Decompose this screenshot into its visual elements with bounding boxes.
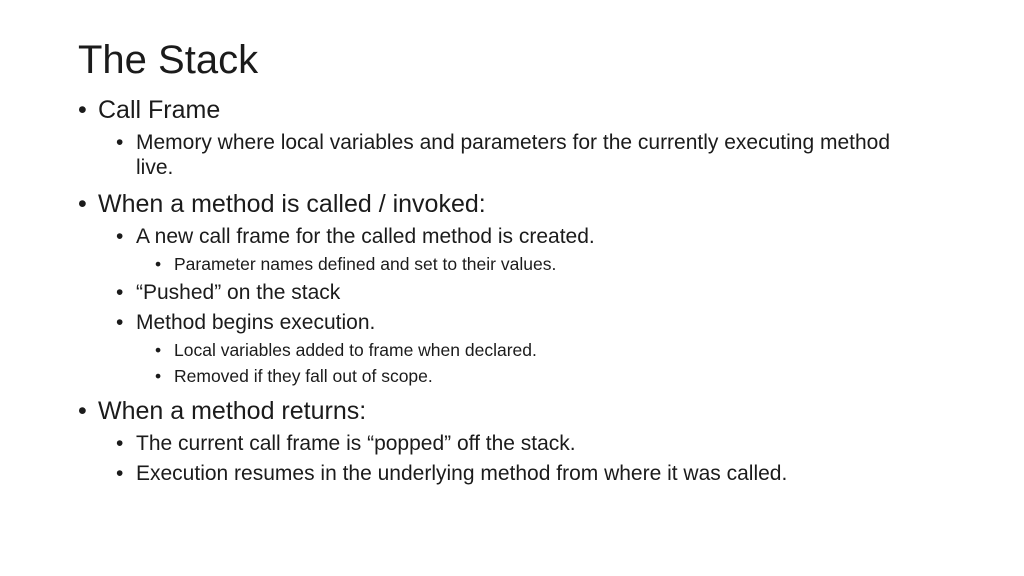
bullet-text: Call Frame	[98, 96, 221, 124]
bullet-dot: •	[116, 311, 124, 334]
bullet-text: Execution resumes in the underlying method from where it was called.	[136, 462, 788, 485]
bullet-text: Local variables added to frame when declared.	[174, 340, 537, 360]
bullet-dot: •	[78, 397, 87, 425]
bullet-text: “Pushed” on the stack	[136, 281, 341, 304]
bullet-dot: •	[116, 281, 124, 304]
bullet-text: Method begins execution.	[136, 311, 376, 334]
bullet-text: When a method is called / invoked:	[98, 190, 486, 218]
bullet-text: The current call frame is “popped” off the stack.	[136, 432, 576, 455]
bullet-dot: •	[116, 432, 124, 455]
bullet-dot: •	[116, 462, 124, 485]
bullet-text: Removed if they fall out of scope.	[174, 366, 433, 386]
bullet-dot: •	[116, 131, 124, 154]
bullet-dot: •	[155, 366, 162, 386]
bullet-dot: •	[78, 96, 87, 124]
bullet-dot: •	[78, 190, 87, 218]
bullet-text: When a method returns:	[98, 397, 367, 425]
bullet-dot: •	[116, 225, 124, 248]
bullet-text: A new call frame for the called method is created.	[136, 225, 595, 248]
slide-title: The Stack	[78, 38, 259, 82]
bullet-text: Memory where local variables and parameters for the currently executing method live.	[136, 131, 891, 179]
bullet-dot: •	[155, 254, 162, 274]
bullet-text: Parameter names defined and set to their values.	[174, 254, 557, 274]
bullet-item	[116, 130, 916, 180]
bullet-dot: •	[155, 340, 162, 360]
